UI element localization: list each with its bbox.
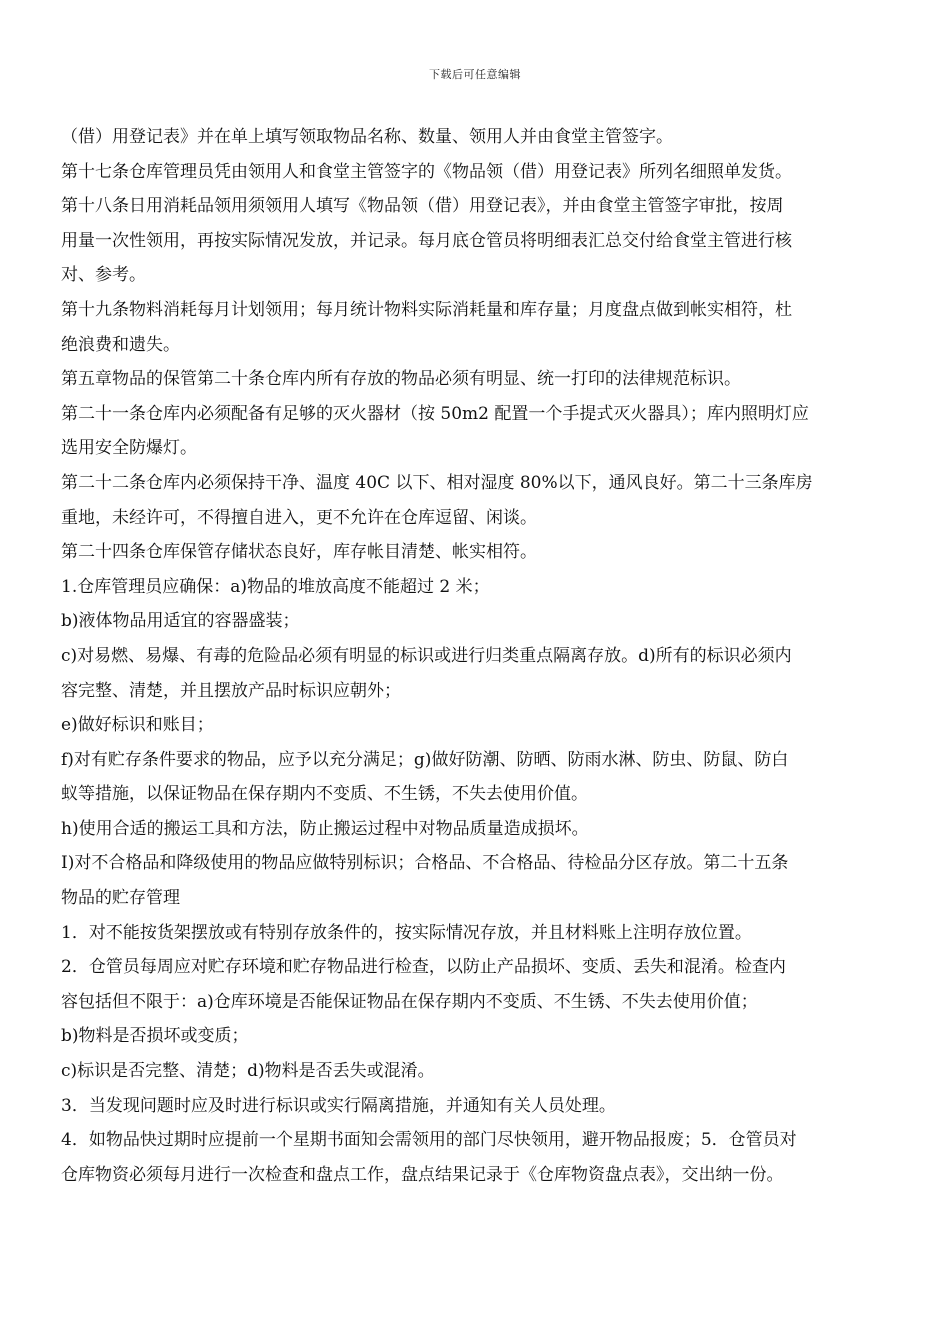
text-line: 第二十二条仓库内必须保持干净、温度 40C 以下、相对湿度 80%以下，通风良好。第二十三条库房 [61,472,813,493]
text-line: 蚁等措施，以保证物品在保存期内不变质、不生锈，不失去使用价值。 [61,784,588,805]
page-header: 下载后可任意编辑 [429,68,521,81]
text-line: f)对有贮存条件要求的物品，应予以充分满足；g)做好防潮、防晒、防雨水淋、防虫、防鼠、防白 [61,749,789,770]
text-line: 容包括但不限于：a)仓库环境是否能保证物品在保存期内不变质、不生锈、不失去使用价值； [61,991,758,1012]
text-line: 用量一次性领用，再按实际情况发放，并记录。每月底仓管员将明细表汇总交付给食堂主管进行核 [61,230,792,251]
text-line: 第十九条物料消耗每月计划领用；每月统计物料实际消耗量和库存量；月度盘点做到帐实相符，杜 [61,299,792,320]
text-line: 重地，未经许可，不得擅自进入，更不允许在仓库逗留、闲谈。 [61,507,537,528]
text-line: 第十八条日用消耗品领用须领用人填写《物品领（借）用登记表》，并由食堂主管签字审批，按周 [61,196,784,217]
text-line: e)做好标识和账目； [61,715,214,736]
text-line: 1.仓库管理员应确保：a)物品的堆放高度不能超过 2 米； [61,576,490,597]
text-line: 对、参考。 [61,265,146,286]
text-line: 第二十一条仓库内必须配备有足够的灭火器材（按 50m2 配置一个手提式灭火器具）；库内照明灯应 [61,403,809,424]
text-line: c)标识是否完整、清楚；d)物料是否丢失或混淆。 [61,1061,435,1082]
text-line: 物品的贮存管理 [61,888,180,909]
text-line: 第十七条仓库管理员凭由领用人和食堂主管签字的《物品领（借）用登记表》所列名细照单发货。 [61,161,792,182]
text-line: 绝浪费和遗失。 [61,334,180,355]
text-line: 第五章物品的保管第二十条仓库内所有存放的物品必须有明显、统一打印的法律规范标识。 [61,369,741,390]
document-body [61,120,891,1192]
text-line: c)对易燃、易爆、有毒的危险品必须有明显的标识或进行归类重点隔离存放。d)所有的标识必须内 [61,645,792,666]
text-line: 1．对不能按货架摆放或有特别存放条件的，按实际情况存放，并且材料账上注明存放位置。 [61,922,752,943]
text-line: h)使用合适的搬运工具和方法，防止搬运过程中对物品质量造成损坏。 [61,818,589,839]
text-line: 选用安全防爆灯。 [61,438,197,459]
text-line: b)液体物品用适宜的容器盛装； [61,611,300,632]
text-line: 仓库物资必须每月进行一次检查和盘点工作，盘点结果记录于《仓库物资盘点表》，交出纳一份。 [61,1164,784,1185]
text-line: b)物料是否损坏或变质； [61,1026,249,1047]
text-line: 容完整、清楚，并且摆放产品时标识应朝外； [61,680,401,701]
text-line: 3．当发现问题时应及时进行标识或实行隔离措施，并通知有关人员处理。 [61,1095,616,1116]
text-line: （借）用登记表》并在单上填写领取物品名称、数量、领用人并由食堂主管签字。 [61,127,673,147]
text-line: 第二十四条仓库保管存储状态良好，库存帐目清楚、帐实相符。 [61,542,537,563]
text-line: 4．如物品快过期时应提前一个星期书面知会需领用的部门尽快领用，避开物品报废；5．仓管员对 [61,1130,797,1151]
text-line: 2．仓管员每周应对贮存环境和贮存物品进行检查，以防止产品损坏、变质、丢失和混淆。检查内 [61,957,786,978]
text-line: I)对不合格品和降级使用的物品应做特别标识；合格品、不合格品、待检品分区存放。第二十五条 [61,853,789,874]
